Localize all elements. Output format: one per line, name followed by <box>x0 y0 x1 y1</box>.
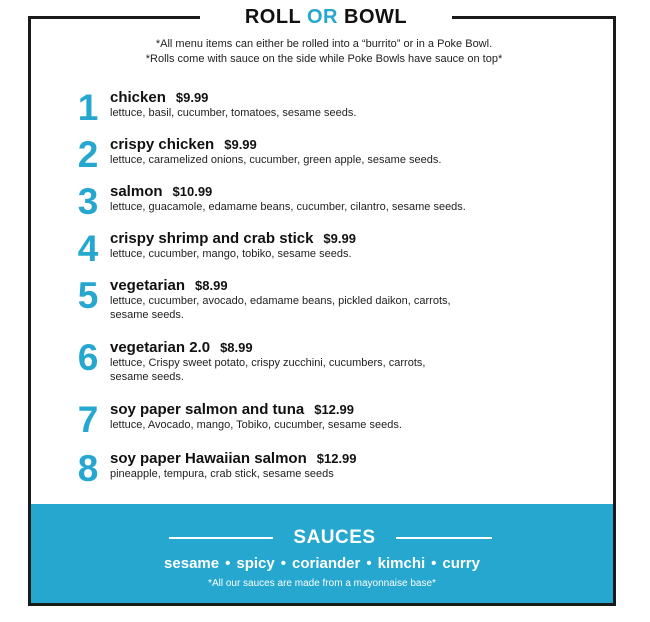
item-name: vegetarian <box>110 277 186 294</box>
item-price: $12.99 <box>316 451 357 466</box>
item-description: lettuce, caramelized onions, cucumber, green apple, sesame seeds. <box>110 154 442 166</box>
item-price: $8.99 <box>195 278 228 293</box>
item-number: 3 <box>77 181 99 222</box>
title-roll: ROLL <box>244 6 301 28</box>
item-description: pineapple, tempura, crab stick, sesame seeds <box>110 468 334 480</box>
item-number: 7 <box>77 399 99 440</box>
title-or: OR <box>306 6 338 28</box>
sauce-item: kimchi <box>377 555 426 572</box>
item-description: lettuce, Crispy sweet potato, crispy zucchini, cucumbers, carrots, <box>110 357 426 369</box>
sauce-item: coriander <box>292 555 361 572</box>
item-number: 8 <box>77 448 99 489</box>
item-name: salmon <box>110 183 163 200</box>
menu-title-wrap <box>200 4 452 30</box>
sauce-item: sesame <box>164 555 220 572</box>
menu-notes <box>30 37 618 67</box>
item-number: 2 <box>77 134 99 175</box>
bullet-separator: • <box>431 555 437 572</box>
menu-title <box>245 6 407 28</box>
sauces-header <box>31 526 613 548</box>
item-description: lettuce, basil, cucumber, tomatoes, sesame seeds. <box>110 107 357 119</box>
bullet-separator: • <box>225 555 231 572</box>
divider <box>169 537 273 539</box>
item-price: $8.99 <box>220 340 253 355</box>
item-price: $10.99 <box>172 184 213 199</box>
bullet-separator: • <box>366 555 372 572</box>
item-description-cont: sesame seeds. <box>110 309 184 321</box>
item-price: $9.99 <box>224 137 257 152</box>
item-description-cont: sesame seeds. <box>110 371 184 383</box>
sauces-note: *All our sauces are made from a mayonnaise base* <box>208 578 436 589</box>
item-price: $9.99 <box>175 90 209 105</box>
bullet-separator: • <box>280 555 286 572</box>
item-name: chicken <box>110 89 166 106</box>
item-description: lettuce, Avocado, mango, Tobiko, cucumber, sesame seeds. <box>110 419 402 431</box>
sauce-item: spicy <box>236 555 275 572</box>
sauce-list <box>31 554 613 574</box>
item-number: 6 <box>77 337 99 378</box>
item-description: lettuce, cucumber, mango, tobiko, sesame seeds. <box>110 248 352 260</box>
sauce-item: curry <box>442 555 480 572</box>
item-name: soy paper Hawaiian salmon <box>110 450 307 467</box>
item-name: crispy chicken <box>110 136 215 153</box>
note-rolled: *All menu items can either be rolled into a “burrito” or in a Poke Bowl. <box>155 38 493 50</box>
item-name: vegetarian 2.0 <box>110 339 211 356</box>
item-name: crispy shrimp and crab stick <box>110 230 314 247</box>
item-price: $9.99 <box>323 231 356 246</box>
item-price: $12.99 <box>314 402 354 417</box>
title-bowl: BOWL <box>344 6 408 28</box>
note-sauce: *Rolls come with sauce on the side while Poke Bowls have sauce on top* <box>145 53 503 65</box>
item-number: 5 <box>77 275 99 316</box>
item-number: 4 <box>77 228 99 269</box>
item-description: lettuce, guacamole, edamame beans, cucumber, cilantro, sesame seeds. <box>110 201 466 213</box>
item-description: lettuce, cucumber, avocado, edamame beans, pickled daikon, carrots, <box>110 295 451 307</box>
item-name: soy paper salmon and tuna <box>110 401 305 418</box>
item-number: 1 <box>77 87 99 128</box>
sauces-title: SAUCES <box>293 527 376 548</box>
divider <box>396 537 492 539</box>
sauces-panel <box>31 504 613 603</box>
